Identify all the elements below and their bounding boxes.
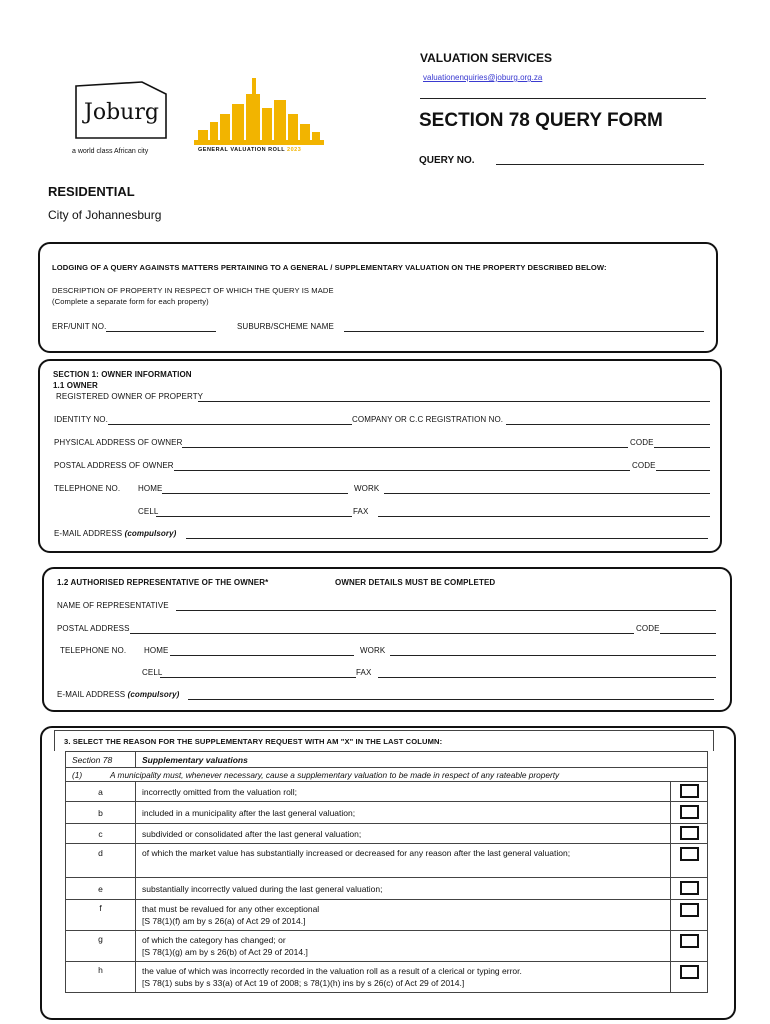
- rep-home-label: HOME: [144, 646, 169, 655]
- lodging-heading: LODGING OF A QUERY AGAINSTS MATTERS PERTAINING TO A GENERAL / SUPPLEMENTARY VALUATION ON THE PROPERTY DESCRIBED BELOW:: [52, 263, 607, 272]
- postal-address-label: POSTAL ADDRESS OF OWNER: [54, 461, 174, 470]
- reason-text: [136, 782, 671, 802]
- reason-check-cell: [671, 962, 708, 993]
- reason-checkbox-g[interactable]: [680, 934, 699, 948]
- query-no-field[interactable]: [496, 164, 704, 165]
- reason-row-c: [66, 824, 708, 844]
- reason-text-main: the value of which was incorrectly recorded in the valuation roll as a result of a clerical or typing error.: [142, 966, 522, 976]
- physical-address-field[interactable]: [182, 447, 628, 448]
- reason-row-g: [66, 931, 708, 962]
- rep-work-field[interactable]: [390, 655, 716, 656]
- company-field[interactable]: [506, 424, 710, 425]
- reasons-title: 3. SELECT THE REASON FOR THE SUPPLEMENTARY REQUEST WITH AM "X" IN THE LAST COLUMN:: [64, 737, 443, 746]
- reason-letter: h: [66, 962, 136, 993]
- representative-note: OWNER DETAILS MUST BE COMPLETED: [335, 578, 496, 587]
- header-divider: [420, 98, 706, 99]
- reason-letter: b: [66, 802, 136, 824]
- suburb-label: SUBURB/SCHEME NAME: [237, 322, 334, 331]
- reason-letter: e: [66, 878, 136, 900]
- owner-email-text: E-MAIL ADDRESS: [54, 529, 123, 538]
- reason-check-cell: [671, 802, 708, 824]
- rep-code-field[interactable]: [660, 633, 716, 634]
- reason-letter: d: [66, 844, 136, 878]
- reason-row-a: [66, 782, 708, 802]
- fax-field[interactable]: [378, 516, 710, 517]
- registered-owner-label: REGISTERED OWNER OF PROPERTY: [56, 392, 204, 401]
- reason-row-h: [66, 962, 708, 993]
- rep-telephone-label: TELEPHONE NO.: [60, 646, 127, 655]
- rep-email-text: E-MAIL ADDRESS: [57, 690, 126, 699]
- work-phone-field[interactable]: [384, 493, 710, 494]
- rep-email-compulsory: (compulsory): [127, 690, 180, 699]
- home-phone-field[interactable]: [162, 493, 348, 494]
- department-title: VALUATION SERVICES: [420, 51, 553, 65]
- reason-text-note: [S 78(1) subs by s 33(a) of Act 19 of 2008; s 78(1)(h) ins by s 26(c) of Act 29 of 2014.]: [142, 978, 465, 988]
- work-label: WORK: [354, 484, 380, 493]
- home-label: HOME: [138, 484, 163, 493]
- postal-address-field[interactable]: [174, 470, 630, 471]
- reason-checkbox-e[interactable]: [680, 881, 699, 895]
- reason-text-note: [S 78(1)(f) am by s 26(a) of Act 29 of 2014.]: [142, 916, 306, 926]
- owner-section: [38, 359, 722, 553]
- section-heading: Supplementary valuations: [136, 752, 708, 768]
- physical-address-label: PHYSICAL ADDRESS OF OWNER: [54, 438, 183, 447]
- reason-text: [136, 931, 671, 962]
- owner-email-compulsory: (compulsory): [124, 529, 177, 538]
- reason-check-cell: [671, 878, 708, 900]
- reason-text-note: [S 78(1)(g) am by s 26(b) of Act 29 of 2014.]: [142, 947, 308, 957]
- reason-text: [136, 878, 671, 900]
- reason-letter: a: [66, 782, 136, 802]
- rep-email-field[interactable]: [188, 699, 714, 700]
- form-title: SECTION 78 QUERY FORM: [419, 110, 663, 131]
- reason-checkbox-h[interactable]: [680, 965, 699, 979]
- reason-text-main: included in a municipality after the last general valuation;: [142, 807, 356, 818]
- gvr-caption-text: GENERAL VALUATION ROLL: [198, 147, 285, 153]
- reason-text: [136, 844, 671, 878]
- rep-postal-field[interactable]: [130, 633, 634, 634]
- gvr-year: 2023: [287, 147, 302, 153]
- rep-fax-field[interactable]: [378, 677, 716, 678]
- reason-text: [136, 962, 671, 993]
- cell-field[interactable]: [156, 516, 352, 517]
- email-link[interactable]: valuationenquiries@joburg.org.za: [423, 73, 543, 82]
- reason-text-main: of which the market value has substantially increased or decreased for any reason after the last general valuation;: [142, 848, 571, 858]
- rep-cell-label: CELL: [142, 668, 163, 677]
- lodging-desc-note: (Complete a separate form for each property): [52, 297, 209, 306]
- representative-title: 1.2 AUTHORISED REPRESENTATIVE OF THE OWNER*: [57, 578, 269, 587]
- postal-code-label: CODE: [632, 461, 656, 470]
- rep-name-field[interactable]: [176, 610, 716, 611]
- reason-checkbox-c[interactable]: [680, 826, 699, 840]
- clause-row: [66, 768, 708, 782]
- lodging-desc: DESCRIPTION OF PROPERTY IN RESPECT OF WHICH THE QUERY IS MADE: [52, 286, 334, 295]
- owner-email-field[interactable]: [186, 538, 708, 539]
- category-heading: RESIDENTIAL: [48, 184, 135, 199]
- reason-check-cell: [671, 782, 708, 802]
- rep-postal-label: POSTAL ADDRESS: [57, 624, 130, 633]
- reason-text: [136, 900, 671, 931]
- reason-checkbox-a[interactable]: [680, 784, 699, 798]
- reason-checkbox-d[interactable]: [680, 847, 699, 861]
- registered-owner-field[interactable]: [198, 401, 710, 402]
- erf-field[interactable]: [106, 331, 216, 332]
- joburg-logo-text: Joburg: [84, 100, 159, 125]
- reason-text-main: incorrectly omitted from the valuation roll;: [142, 786, 297, 797]
- reason-check-cell: [671, 931, 708, 962]
- rep-name-label: NAME OF REPRESENTATIVE: [57, 601, 169, 610]
- reason-check-cell: [671, 900, 708, 931]
- rep-home-field[interactable]: [170, 655, 354, 656]
- rep-cell-field[interactable]: [160, 677, 356, 678]
- physical-code-label: CODE: [630, 438, 654, 447]
- rep-work-label: WORK: [360, 646, 386, 655]
- identity-field[interactable]: [108, 424, 352, 425]
- reason-row-e: [66, 878, 708, 900]
- clause-cell: [66, 768, 708, 782]
- reason-letter: g: [66, 931, 136, 962]
- rep-fax-label: FAX: [356, 668, 372, 677]
- clause-text: A municipality must, whenever necessary, cause a supplementary valuation to be made in respect of any rateable property: [110, 769, 560, 780]
- clause-no: (1): [72, 769, 83, 780]
- reason-checkbox-b[interactable]: [680, 805, 699, 819]
- reason-text-main: substantially incorrectly valued during the last general valuation;: [142, 883, 383, 894]
- reason-row-d: [66, 844, 708, 878]
- tagline: a world class African city: [72, 148, 149, 155]
- company-label: COMPANY OR C.C REGISTRATION NO.: [352, 415, 504, 424]
- reason-text-main: subdivided or consolidated after the last general valuation;: [142, 828, 362, 839]
- owner-email-label: [54, 529, 176, 538]
- owner-section-title: SECTION 1: OWNER INFORMATION: [53, 370, 192, 379]
- reasons-table: [65, 751, 708, 993]
- gvr-caption: [198, 147, 301, 153]
- reason-row-b: [66, 802, 708, 824]
- erf-label: ERF/UNIT NO.: [52, 322, 107, 331]
- reason-check-cell: [671, 844, 708, 878]
- reason-text: [136, 802, 671, 824]
- reason-text: [136, 824, 671, 844]
- reason-checkbox-f[interactable]: [680, 903, 699, 917]
- joburg-logo: [72, 80, 170, 142]
- suburb-field[interactable]: [344, 331, 704, 332]
- physical-code-field[interactable]: [654, 447, 710, 448]
- fax-label: FAX: [353, 507, 369, 516]
- reason-row-f: [66, 900, 708, 931]
- postal-code-field[interactable]: [656, 470, 710, 471]
- query-no-label: QUERY NO.: [419, 155, 475, 166]
- rep-code-label: CODE: [636, 624, 660, 633]
- rep-email-label: [57, 690, 179, 699]
- reason-letter: c: [66, 824, 136, 844]
- reason-text-main: that must be revalued for any other exceptional: [142, 904, 320, 914]
- reason-check-cell: [671, 824, 708, 844]
- reason-text-main: of which the category has changed; or: [142, 935, 286, 945]
- owner-subsection: 1.1 OWNER: [53, 381, 98, 390]
- cell-label: CELL: [138, 507, 159, 516]
- reason-letter: f: [66, 900, 136, 931]
- telephone-label: TELEPHONE NO.: [54, 484, 121, 493]
- city-name: City of Johannesburg: [48, 208, 162, 222]
- identity-label: IDENTITY NO.: [54, 415, 108, 424]
- section-ref: Section 78: [66, 752, 136, 768]
- reasons-header-row: [66, 752, 708, 768]
